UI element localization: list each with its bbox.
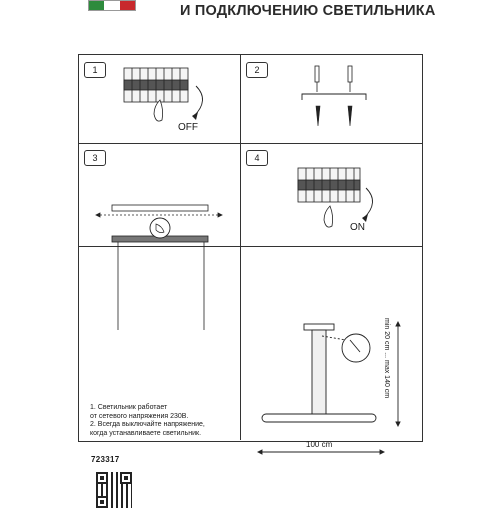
page-title: И ПОДКЛЮЧЕНИЮ СВЕТИЛЬНИКА — [180, 3, 436, 19]
step-2-badge: 2 — [246, 62, 268, 78]
step-4-badge: 4 — [246, 150, 268, 166]
model-number: 723317 — [91, 455, 120, 464]
qr-code-icon[interactable] — [96, 472, 132, 508]
step-1-badge: 1 — [84, 62, 106, 78]
off-label: OFF — [178, 122, 198, 133]
note-line: 1. Светильник работает — [90, 404, 168, 411]
note-line: 2. Всегда выключайте напряжение, — [90, 421, 205, 429]
on-label: ON — [350, 222, 365, 233]
safety-notes — [90, 404, 240, 438]
step-3-badge: 3 — [84, 150, 106, 166]
note-line: от сетевого напряжения 230В. — [90, 412, 189, 420]
height-dimension: min 20 cm ... max 140 cm — [383, 318, 390, 399]
width-dimension: 100 cm — [306, 440, 333, 449]
note-line: когда устанавливаете светильник. — [90, 429, 202, 437]
